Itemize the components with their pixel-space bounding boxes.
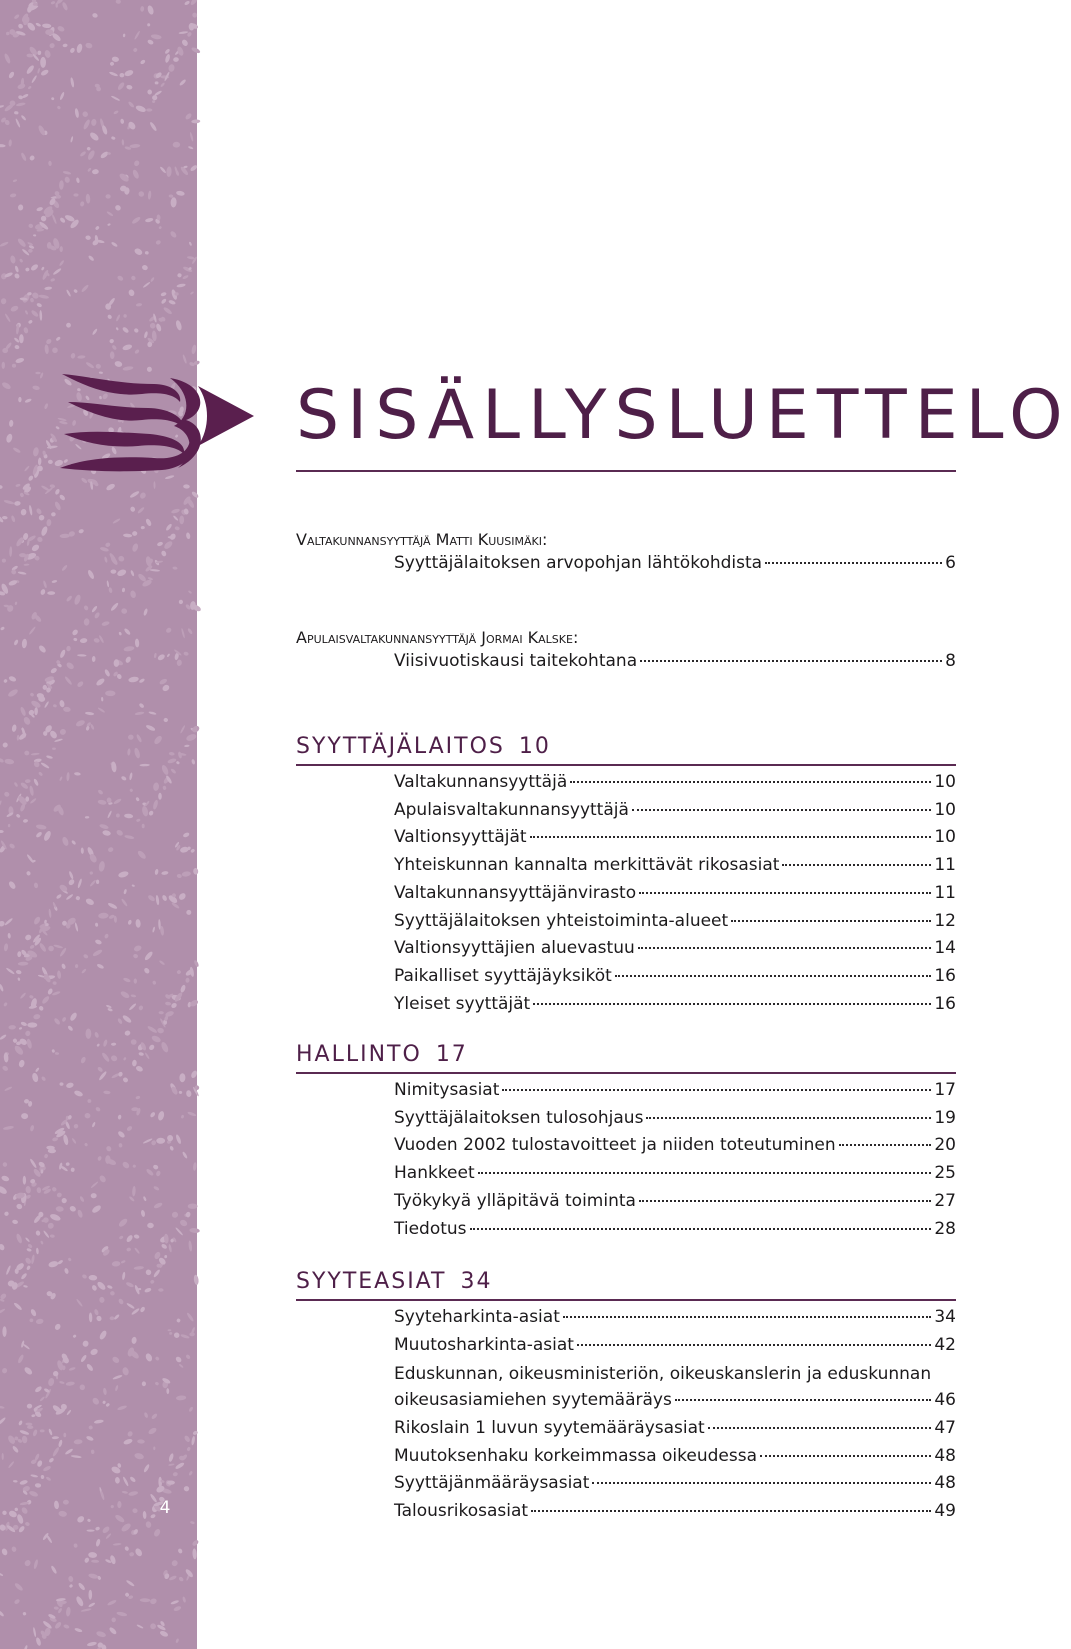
toc-entry-title: Syyttäjälaitoksen tulosohjaus [394, 1107, 644, 1128]
toc-entry-title: Työkykyä ylläpitävä toiminta [394, 1190, 636, 1211]
toc-entry-page: 11 [934, 855, 956, 876]
toc-entry-page: 42 [934, 1334, 956, 1355]
dot-leader [570, 781, 931, 783]
toc-entry-page: 12 [934, 910, 956, 931]
section-rule [296, 1072, 956, 1074]
toc-entry[interactable] [394, 1446, 956, 1474]
page-title: SISÄLLYSLUETTELO [296, 376, 1071, 455]
toc-entry-page: 10 [934, 827, 956, 848]
toc-entry[interactable] [394, 1501, 956, 1529]
toc-entry-page: 17 [934, 1080, 956, 1100]
toc-entry[interactable] [394, 553, 956, 581]
dot-leader [731, 920, 931, 922]
toc-entry-page: 25 [934, 1163, 956, 1184]
section-heading-page: 17 [435, 1042, 468, 1067]
toc-entry-title: Syyttäjälaitoksen arvopohjan lähtökohdista [394, 553, 763, 573]
section-heading-label: HALLINTO [296, 1042, 422, 1067]
toc-entry[interactable] [394, 772, 956, 800]
toc-entry-page: 46 [934, 1390, 956, 1411]
dot-leader [531, 1510, 931, 1512]
section-heading-label: SYYTEASIAT [296, 1269, 447, 1294]
toc-entry-page: 48 [934, 1473, 956, 1494]
toc-entry-title: Hankkeet [394, 1163, 475, 1184]
flame-s-arrow-icon [58, 372, 254, 472]
section-heading-page: 10 [518, 734, 551, 759]
toc-entry-title-line1: Eduskunnan, oikeusministeriön, oikeuskanslerin ja eduskunnan [394, 1364, 932, 1385]
dot-leader [615, 975, 932, 977]
sidebar-pattern-band [0, 0, 197, 1649]
section-heading[interactable] [296, 736, 551, 758]
toc-entry-title: Paikalliset syyttäjäyksiköt [394, 965, 612, 986]
toc-entry-title: Viisivuotiskausi taitekohtana [394, 651, 638, 671]
toc-entry-title: Talousrikosasiat [394, 1500, 529, 1521]
toc-entry[interactable] [394, 827, 956, 855]
dot-leader [646, 1117, 931, 1119]
toc-entry-page: 48 [934, 1445, 956, 1466]
toc-entry-page: 11 [934, 882, 956, 903]
toc-entry[interactable] [394, 1191, 956, 1219]
toc-entry[interactable] [394, 1163, 956, 1191]
toc-entry-page: 49 [934, 1500, 956, 1521]
toc-entry-title: Apulaisvaltakunnansyyttäjä [394, 799, 629, 820]
dot-leader [563, 1316, 932, 1318]
toc-entry-title: Vuoden 2002 tulostavoitteet ja niiden toteutuminen [394, 1135, 836, 1156]
speckle-pattern [0, 0, 197, 1649]
toc-entry-page: 34 [934, 1307, 956, 1327]
toc-entry[interactable] [394, 651, 956, 679]
dot-leader [502, 1089, 931, 1091]
dot-leader [839, 1144, 932, 1146]
toc-entry[interactable] [394, 1418, 956, 1446]
section-heading[interactable] [296, 1044, 468, 1066]
toc-entry-page: 19 [934, 1107, 956, 1128]
toc-entry[interactable] [394, 1335, 956, 1363]
toc-entry-title: Nimitysasiat [394, 1080, 500, 1100]
section-heading[interactable] [296, 1271, 492, 1293]
title-rule [296, 470, 956, 472]
toc-entry[interactable] [394, 938, 956, 966]
page-number: 4 [159, 1498, 171, 1518]
toc-entry[interactable] [394, 1219, 956, 1247]
toc-entry-page: 28 [934, 1218, 956, 1239]
toc-entry-title: Muutoksenhaku korkeimmassa oikeudessa [394, 1445, 758, 1466]
toc-entry-title: Yleiset syyttäjät [394, 993, 531, 1014]
toc-entry-title: Valtakunnansyyttäjä [394, 772, 568, 792]
toc-entry-page: 27 [934, 1190, 956, 1211]
toc-entry[interactable] [394, 1307, 956, 1335]
toc-entry[interactable] [394, 966, 956, 994]
dot-leader [592, 1482, 931, 1484]
toc-entry[interactable] [394, 800, 956, 828]
toc-entry-page: 6 [945, 553, 956, 573]
toc-entry-title: Valtakunnansyyttäjänvirasto [394, 882, 637, 903]
toc-entry-title: Syyttäjänmääräysasiat [394, 1473, 590, 1494]
toc-entry[interactable] [394, 883, 956, 911]
author-line: Apulaisvaltakunnansyyttäjä Jormai Kalske: [296, 628, 579, 647]
dot-leader [577, 1344, 931, 1346]
toc-entry-title: Yhteiskunnan kannalta merkittävät rikosasiat [394, 855, 780, 876]
toc-entry[interactable] [394, 994, 956, 1022]
toc-entry[interactable] [394, 1473, 956, 1501]
dot-leader [765, 562, 942, 564]
dot-leader [632, 809, 931, 811]
toc-entry[interactable] [394, 855, 956, 883]
dot-leader [782, 864, 931, 866]
dot-leader [639, 1200, 931, 1202]
toc-entry-title: Tiedotus [394, 1218, 467, 1239]
toc-entry-page: 14 [934, 938, 956, 959]
dot-leader [760, 1455, 931, 1457]
toc-entry-page: 8 [945, 651, 956, 671]
section-heading-page: 34 [460, 1269, 493, 1294]
toc-entry[interactable] [394, 1135, 956, 1163]
dot-leader [675, 1399, 932, 1401]
toc-entry-title: Rikoslain 1 luvun syytemääräysasiat [394, 1417, 705, 1438]
toc-entry-title: Syyttäjälaitoksen yhteistoiminta-alueet [394, 910, 729, 931]
toc-entry-page: 16 [934, 993, 956, 1014]
section-rule [296, 1299, 956, 1301]
section-heading-label: SYYTTÄJÄLAITOS [296, 734, 505, 759]
author-line: Valtakunnansyyttäjä Matti Kuusimäki: [296, 530, 548, 549]
dot-leader [530, 836, 932, 838]
section-rule [296, 764, 956, 766]
toc-entry-page: 10 [934, 799, 956, 820]
dot-leader [638, 947, 932, 949]
dot-leader [470, 1228, 932, 1230]
toc-entry[interactable] [394, 911, 956, 939]
toc-entry-title: oikeusasiamiehen syytemääräys [394, 1390, 672, 1411]
dot-leader [708, 1427, 932, 1429]
toc-entry-page: 47 [934, 1417, 956, 1438]
toc-entry-title: Muutosharkinta-asiat [394, 1334, 574, 1355]
toc-entry-title: Valtionsyyttäjien aluevastuu [394, 938, 635, 959]
dot-leader [639, 892, 931, 894]
toc-entry-title: Valtionsyyttäjät [394, 827, 527, 848]
toc-entry[interactable] [394, 1080, 956, 1108]
dot-leader [478, 1172, 932, 1174]
toc-entry[interactable] [394, 1390, 956, 1418]
toc-entry-page: 20 [934, 1135, 956, 1156]
dot-leader [533, 1003, 931, 1005]
toc-entry[interactable] [394, 1108, 956, 1136]
toc-entry-page: 10 [934, 772, 956, 792]
toc-entry-title: Syyteharkinta-asiat [394, 1307, 560, 1327]
toc-entry-page: 16 [934, 965, 956, 986]
dot-leader [640, 660, 942, 662]
